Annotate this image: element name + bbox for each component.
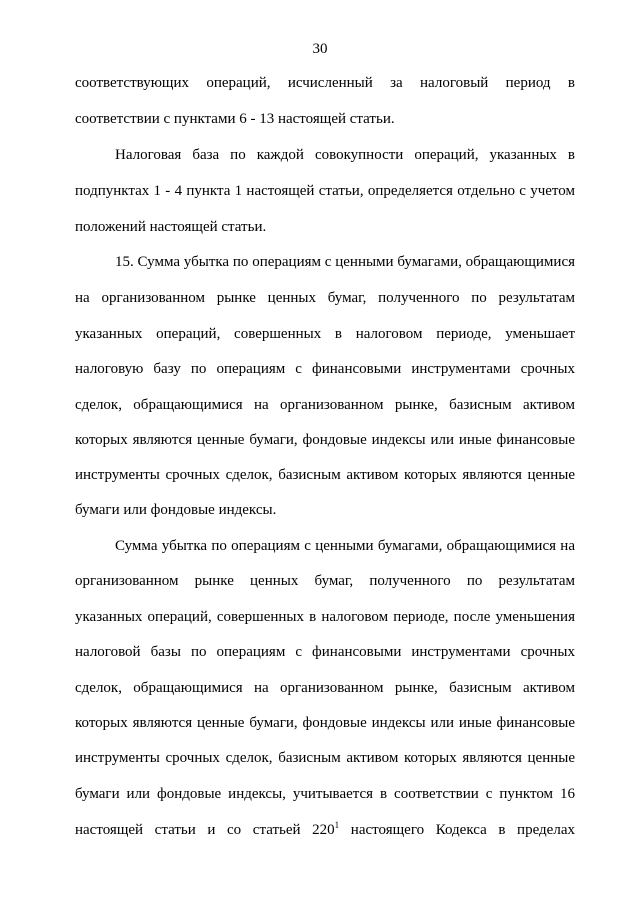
text-line: сделок, обращающимися на организованном рынке, базисным активом [75, 397, 575, 413]
text-line: налоговую базу по операциям с финансовыми инструментами срочных [75, 361, 575, 377]
text-line: которых являются ценные бумаги, фондовые индексы или иные финансовые [75, 432, 575, 448]
text-line: 15. Сумма убытка по операциям с ценными бумагами, обращающимися [115, 254, 575, 270]
text-line: бумаги или фондовые индексы, учитывается в соответствии с пунктом 16 [75, 786, 575, 802]
text-line: Налоговая база по каждой совокупности операций, указанных в [115, 147, 575, 163]
text-line: организованном рынке ценных бумаг, полученного по результатам [75, 573, 575, 589]
page-number: 30 [312, 41, 328, 57]
text-line: сделок, обращающимися на организованном рынке, базисным активом [75, 680, 575, 696]
text-line: Сумма убытка по операциям с ценными бумагами, обращающимися на [115, 538, 575, 554]
text-segment: настоящего Кодекса в пределах [339, 822, 575, 838]
text-line: налоговой базы по операциям с финансовыми инструментами срочных [75, 644, 575, 660]
text-line: соответствующих операций, исчисленный за налоговый период в [75, 75, 575, 91]
text-line: на организованном рынке ценных бумаг, полученного по результатам [75, 290, 575, 306]
text-line: положений настоящей статьи. [75, 219, 267, 235]
text-line: подпунктах 1 - 4 пункта 1 настоящей статьи, определяется отдельно с учетом [75, 183, 575, 199]
text-line: бумаги или фондовые индексы. [75, 502, 277, 518]
superscript: 1 [334, 820, 340, 830]
text-line-last [75, 821, 575, 839]
text-line: соответствии с пунктами 6 - 13 настоящей статьи. [75, 111, 395, 127]
text-segment: настоящей статьи и со статьей 220 [75, 822, 335, 838]
text-line: инструменты срочных сделок, базисным активом которых являются ценные [75, 467, 575, 483]
text-line: инструменты срочных сделок, базисным активом которых являются ценные [75, 750, 575, 766]
text-line: указанных операций, совершенных в налоговом периоде, после уменьшения [75, 609, 575, 625]
text-line: которых являются ценные бумаги, фондовые индексы или иные финансовые [75, 715, 575, 731]
text-line: указанных операций, совершенных в налоговом периоде, уменьшает [75, 326, 575, 342]
